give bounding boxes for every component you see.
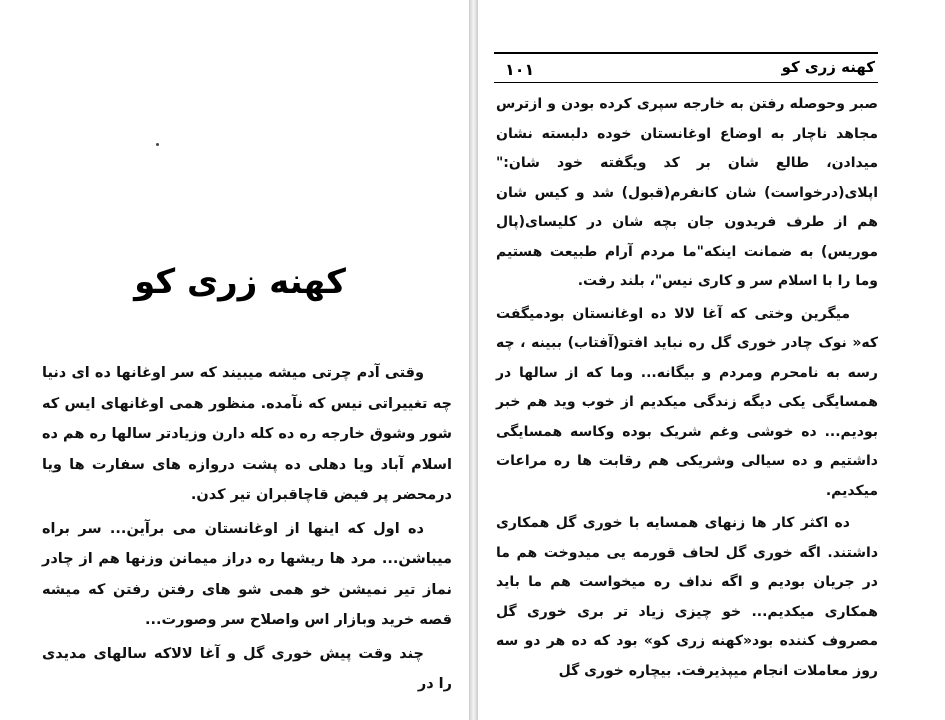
paragraph: چند وقت پیش خوری گل و آغا لالاکه سالهای مدیدی را در [42, 645, 452, 692]
left-page [0, 0, 470, 720]
book-gutter [470, 0, 477, 720]
header-rule [494, 52, 878, 54]
paragraph: صبر وحوصله رفتن به خارجه سپری کرده بودن و ازترس مجاهد ناچار به اوضاع اوغانستان خوده دلبسته نشان میدادن، طالع شان بر کد ویگفته خود شان:" اپلای(درخواست) شان کانفرم(قبول) شد و کیس شان هم از طرف فریدون جان بچه شان در کلیسای(پال موریس) به ضمانت اینکه"ما مردم آرام طبیعت هستیم وما را با اسلام سر و کاری نیس"، بلند رفت. [496, 96, 878, 289]
paragraph: میگرین وختی که آغا لالا ده اوغانستان بودمیگفت که« نوک چادر خوری گل ره نباید افتو(آفتاب) ببینه ، چه رسه به نامحرم ومردم و بیگانه... وما که از سالها در همسایگی یکی دیگه زندگی میکدیم از خوب وید هم خبر بودیم... ده خوشی وغم شریک بوده وکاسه همسایگی داشتیم و ده سیالی وشریکی هم رقابت ها ره مراعات میکدیم. [496, 305, 878, 499]
paragraph: وقتی آدم چرتی میشه میبیند که سر اوغانها ده ای دنیا چه تغییراتی نیس که نآمده. منظور همی اوغانهای ایس که شور وشوق خارجه ره ده کله دارن وزیادتر سالها ره هم ده اسلام آباد ویا دهلی ده پشت دروازه های سفارت ها ویا درمحضر پر فیض قاچاقبران تیر کدن. [42, 365, 452, 503]
chapter-title: کهنه زری کو [134, 262, 346, 302]
page-number: ۱۰۱ [505, 60, 535, 79]
speck [156, 143, 159, 146]
header-rule-bottom [494, 82, 878, 83]
left-page-body [42, 358, 452, 703]
paragraph: ده اول که اینها از اوغانستان می برآین... سر براه میباشن... مرد ها ریشها ره دراز میمانن وزنها هم از چادر نماز تیر نمیشن خو همی شو های رفتن رفتن که میشه قصه خرید وبازار اس واصلاح سر وصورت... [42, 520, 452, 628]
running-title: کهنه زری کو [781, 58, 875, 76]
paragraph: ده اکثر کار ها زنهای همسایه با خوری گل همکاری داشتند. اگه خوری گل لحاف قورمه یی میدوخت هم ما در جریان بودیم و اگه نداف ره میخواست هم ما باید همکاری میکدیم... خو چیزی زیاد تر بری خوری گل مصروف کننده بود«کهنه زری کو» بود که ده هر دو سه روز معاملات انجام میپذیرفت. بیچاره خوری گل [496, 515, 878, 679]
right-page-body [496, 90, 878, 689]
